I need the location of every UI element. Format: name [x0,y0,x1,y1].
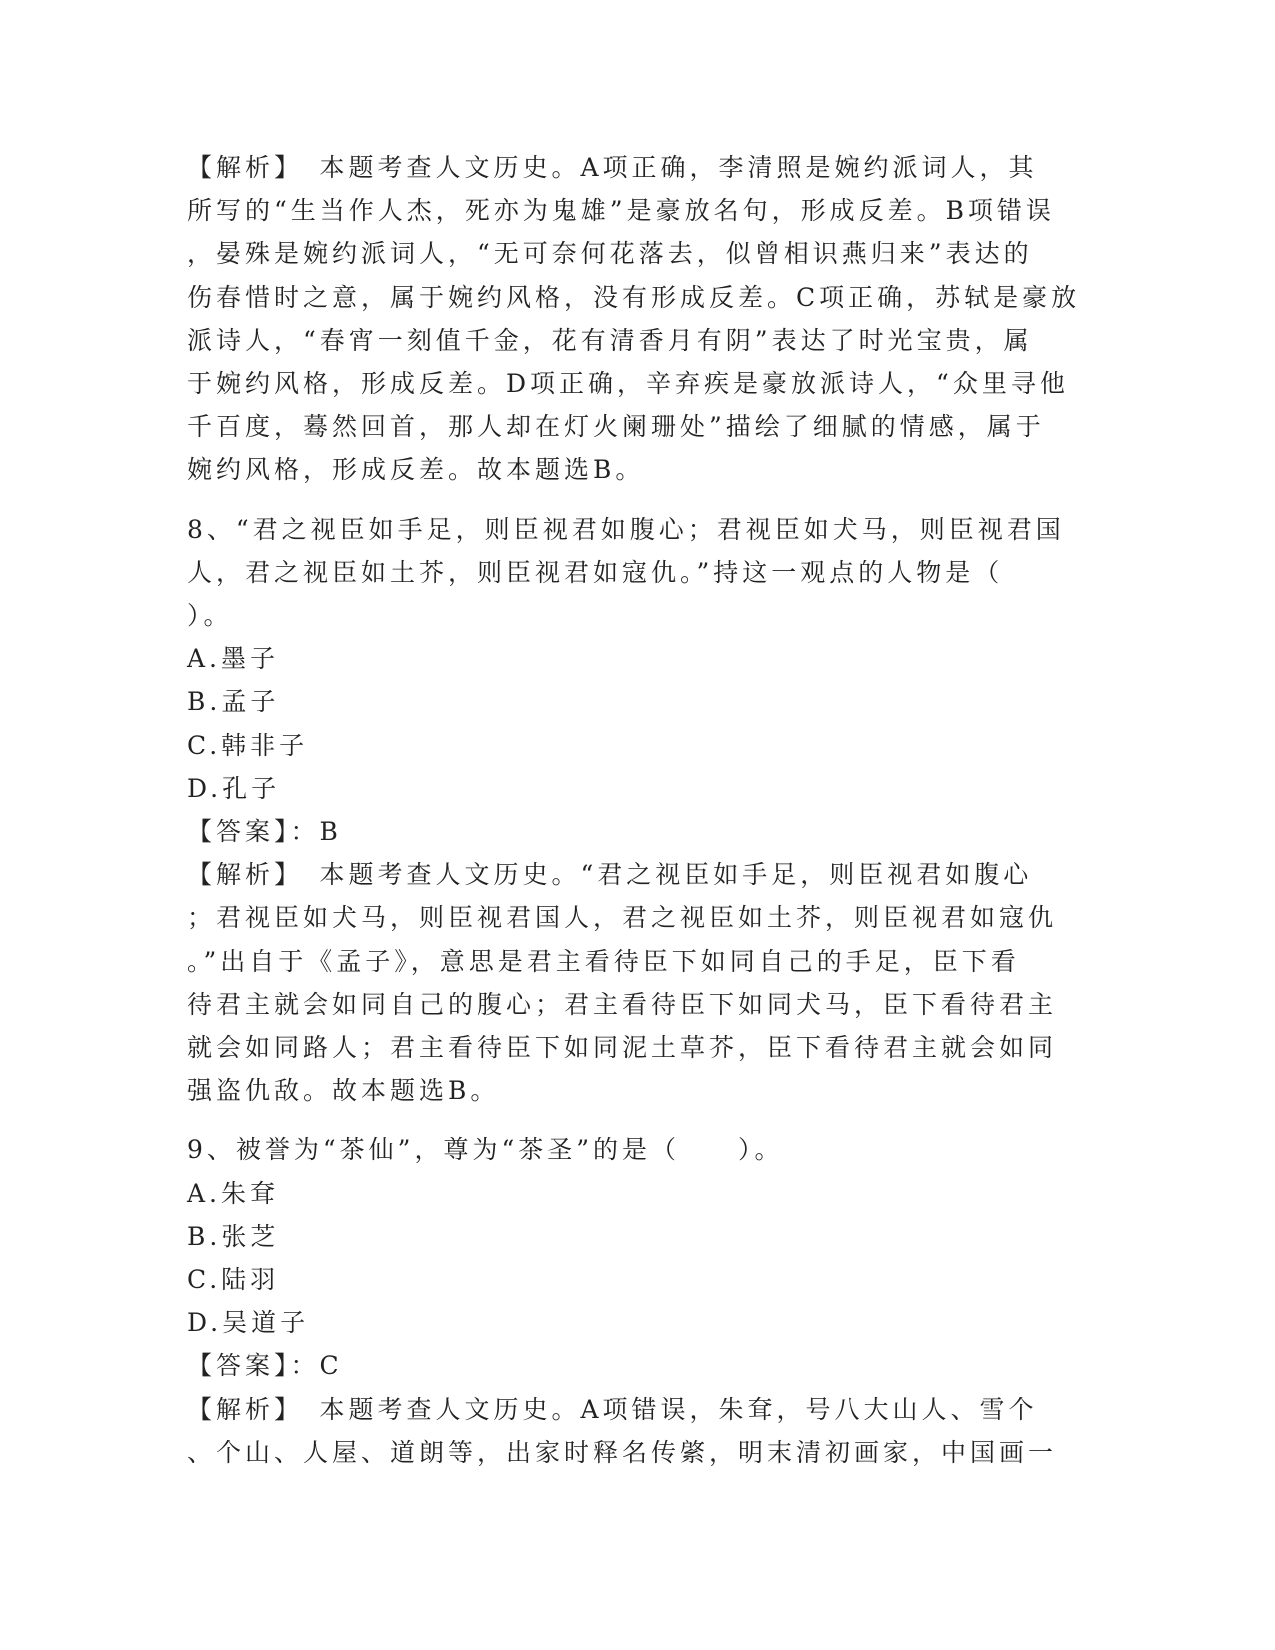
q9-option-a: A.朱耷 [187,1178,280,1208]
q8-option-a: A.墨子 [187,644,280,674]
question-8 [187,508,1087,1113]
q8-option-b: B.孟子 [187,687,280,717]
q7-explanation-line: 派诗人，“春宵一刻值千金，花有清香月有阴”表达了时光宝贵，属 [187,325,1033,355]
q7-explanation-line: 所写的“生当作人杰，死亦为鬼雄”是豪放名句，形成反差。B项错误 [187,196,1055,226]
q9-option-c: C.陆羽 [187,1265,280,1295]
q8-question-line: 8、“君之视臣如手足，则臣视君如腹心；君视臣如犬马，则臣视君国 [187,514,1065,544]
q8-explanation-line: 【解析】 本题考查人文历史。“君之视臣如手足，则臣视君如腹心 [187,860,1033,890]
q8-option-d: D.孔子 [187,773,281,803]
q8-answer: 【答案】：B [187,817,342,847]
q8-question-line: 人，君之视臣如土芥，则臣视君如寇仇。”持这一观点的人物是（ [187,557,1004,587]
q8-explanation-line: 就会如同路人；君主看待臣下如同泥土草芥，臣下看待君主就会如同 [187,1033,1058,1063]
question-9 [187,1128,1087,1474]
q9-explanation-line: 【解析】 本题考查人文历史。A项错误，朱耷，号八大山人、雪个 [187,1394,1038,1424]
q8-explanation-line: 待君主就会如同自己的腹心；君主看待臣下如同犬马，臣下看待君主 [187,989,1058,1019]
q9-option-b: B.张芝 [187,1221,280,1251]
document-page [187,146,1087,1474]
q7-explanation-line: 婉约风格，形成反差。故本题选B。 [187,455,645,485]
q8-explanation-line: 。”出自于《孟子》，意思是君主看待臣下如同自己的手足，臣下看 [187,946,1020,976]
q8-explanation-line: 强盗仇敌。故本题选B。 [187,1076,500,1106]
q7-explanation [187,146,1087,492]
q8-explanation-line: ；君视臣如犬马，则臣视君国人，君之视臣如土芥，则臣视君如寇仇 [187,903,1058,933]
q9-explanation-line: 、个山、人屋、道朗等，出家时释名传綮，明末清初画家，中国画一 [187,1437,1058,1467]
q7-explanation-line: ，晏殊是婉约派词人，“无可奈何花落去，似曾相识燕归来”表达的 [187,239,1033,269]
q8-option-c: C.韩非子 [187,730,309,760]
q9-option-d: D.吴道子 [187,1308,310,1338]
q7-explanation-line: 千百度，蓦然回首，那人却在灯火阑珊处”描绘了细腻的情感，属于 [187,412,1045,442]
q8-question-line: ）。 [187,601,233,631]
q9-question: 9、被誉为“茶仙”，尊为“茶圣”的是（ ）。 [187,1135,784,1165]
q7-explanation-line: 伤春惜时之意，属于婉约风格，没有形成反差。C项正确，苏轼是豪放 [187,282,1081,312]
q7-explanation-line: 于婉约风格，形成反差。D项正确，辛弃疾是豪放派诗人，“众里寻他 [187,369,1069,399]
q9-answer: 【答案】：C [187,1351,343,1381]
q7-explanation-line: 【解析】 本题考查人文历史。A项正确，李清照是婉约派词人，其 [187,153,1038,182]
